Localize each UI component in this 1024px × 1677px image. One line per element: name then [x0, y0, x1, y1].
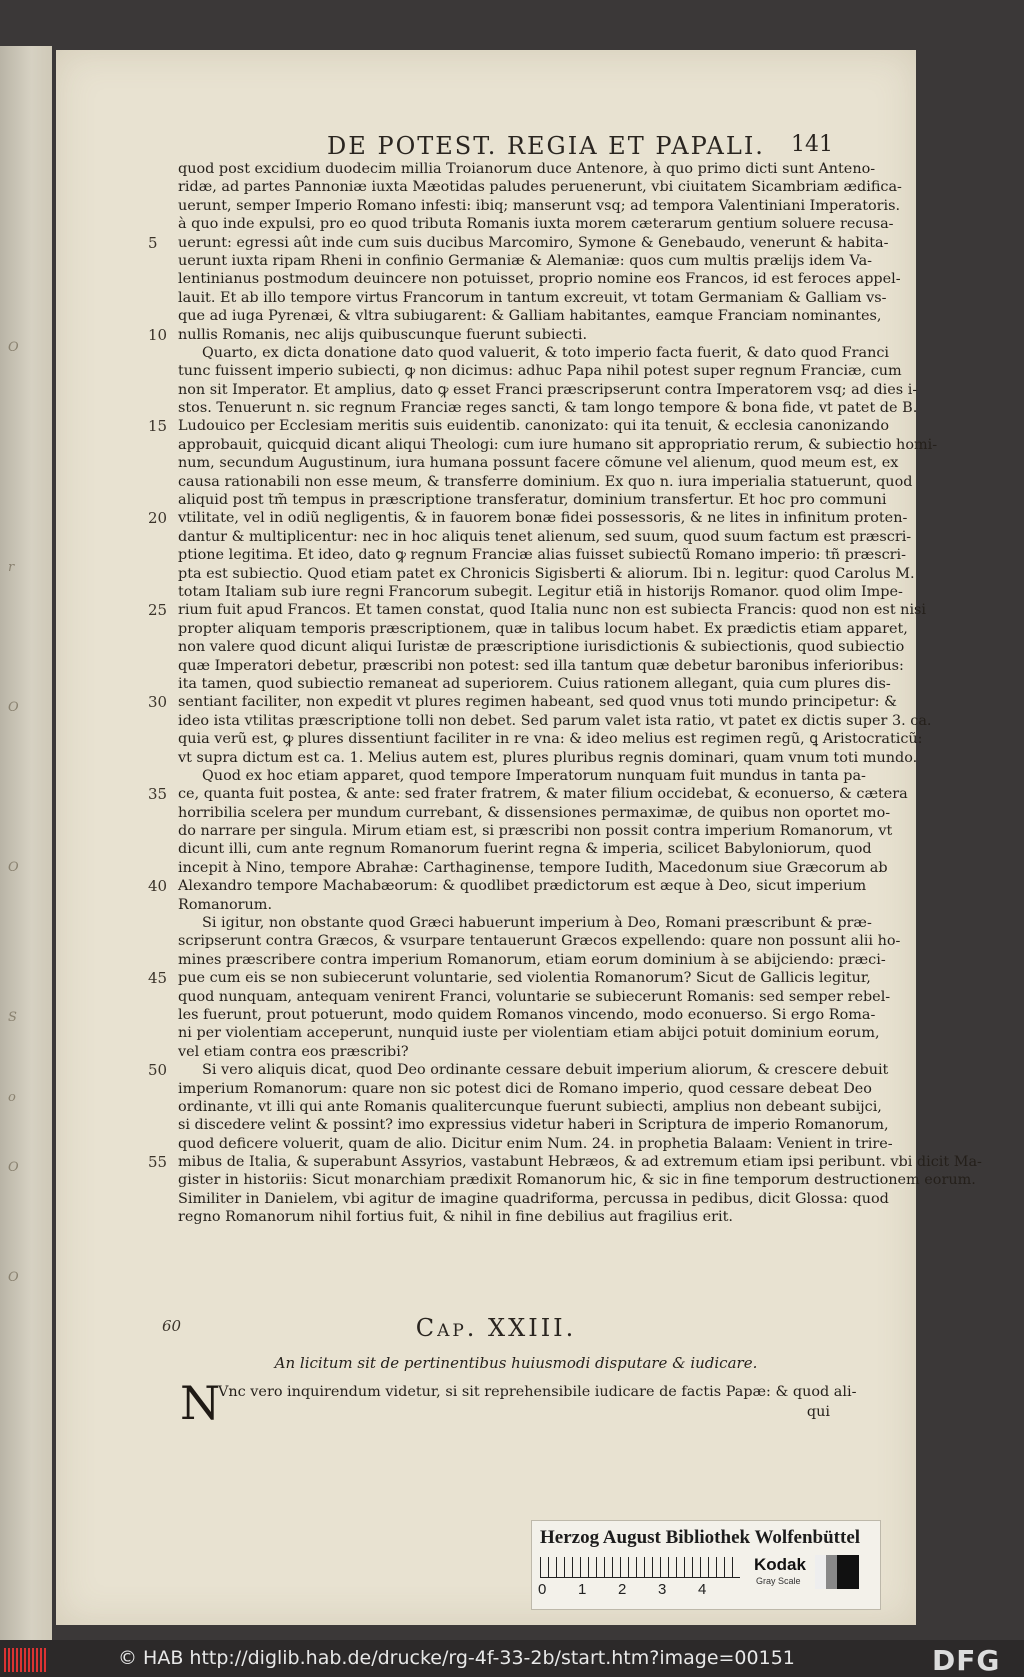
line-text: do narrare per singula. Mirum etiam est, si præscribi non possit contra imperium Romanorum, vt: [178, 823, 893, 840]
line-number: 10: [148, 325, 168, 344]
text-line: [118, 1061, 889, 1080]
line-text: stos. Tenuerunt n. sic regnum Franciæ reges sancti, & tam longo tempore & bona fide, vt patet de B.: [178, 400, 918, 417]
facing-numeral: S: [8, 1010, 17, 1025]
line-text: num, secundum Augustinum, iura humana possunt facere cõmune vel alienum, quod meum est, ex: [178, 455, 899, 472]
line-text: non sit Imperator. Et amplius, dato ꝙ esset Franci præscripserunt contra Imperatorem vsq; ad dies i-: [178, 381, 918, 398]
line-text: Si vero aliquis dicat, quod Deo ordinante cessare debuit imperium aliorum, & crescere debuit: [202, 1062, 889, 1079]
line-text: scripserunt contra Græcos, & vsurpare tentauerunt Græcos expellendo: quare non possunt alii ho-: [178, 933, 901, 950]
text-line: [118, 289, 887, 307]
text-line: [118, 804, 891, 822]
text-line: [118, 877, 867, 896]
line-text: causa rationabili non esse meum, & transferre dominium. Ex quo n. iura imperialia statuerunt, quod: [178, 473, 913, 490]
text-line: [118, 638, 905, 656]
line-text: à quo inde expulsi, pro eo quod tributa Romanis iuxta morem cæterarum gentium soluere recusa-: [178, 216, 894, 233]
drop-cap: N: [180, 1376, 221, 1430]
text-line: [118, 509, 908, 528]
line-text: lauit. Et ab illo tempore virtus Francorum in tantum excreuit, vt totam Germaniam & Galliam vs-: [178, 289, 887, 306]
gray-swatch: [815, 1555, 859, 1589]
facing-numeral: O: [8, 340, 19, 355]
text-line: [118, 1116, 889, 1134]
text-line: [118, 749, 918, 767]
line-number: 45: [148, 969, 168, 988]
line-text: tunc fuissent imperio subiecti, ꝙ non dicimus: adhuc Papa nihil potest super regnum Franciæ, cum: [178, 363, 902, 380]
text-line: [118, 840, 872, 858]
book-page: [56, 50, 982, 1625]
text-line: [118, 362, 902, 380]
line-text: horribilia scelera per mundum currebant, & dissensiones permaximæ, de quibus non oportet mo-: [178, 804, 891, 821]
line-text: ordinante, vt illi qui ante Romanis qualitercunque fuerunt subiecti, amplius non debeant subijci,: [178, 1098, 882, 1115]
kodak-brand: Kodak: [754, 1555, 806, 1574]
facing-numeral: r: [8, 560, 15, 575]
text-line: [118, 657, 904, 675]
line-text: vtilitate, vel in odiũ negligentis, & in fauorem bonæ fidei possessoris, & ne lites in infinitum proten-: [178, 510, 908, 527]
text-line: [118, 859, 888, 877]
ruler-scale: [540, 1557, 740, 1578]
line-text: vel etiam contra eos præscribi?: [178, 1043, 409, 1060]
text-line: [118, 178, 902, 196]
text-line: [118, 620, 908, 638]
line-text: incepit à Nino, tempore Abrahæ: Carthaginense, tempore Iudith, Macedonum siue Græcorum ab: [178, 859, 888, 876]
kodak-title: Herzog August Bibliothek Wolfenbüttel: [540, 1527, 861, 1548]
line-text: nullis Romanis, nec alijs quibuscunque fuerunt subiecti.: [178, 326, 588, 343]
text-line: [118, 1024, 880, 1042]
line-text: approbauit, quicquid dicant aliqui Theologi: cum iure humano sit appropriatio rerum, & subiectio homi-: [178, 436, 938, 453]
text-line: [118, 951, 886, 969]
scale-number: 0: [538, 1581, 547, 1598]
text-line: [118, 252, 873, 270]
text-line: [118, 436, 938, 454]
line-text: aliquid post tm̃ tempus in præscriptione transferatur, dominium transfertur. Et hoc pro communi: [178, 492, 887, 509]
facing-numeral: Ο: [8, 700, 19, 715]
line-number: 35: [148, 785, 168, 804]
text-line: [118, 1098, 882, 1116]
text-line: [118, 601, 927, 620]
text-line: [118, 1135, 893, 1153]
text-line: [118, 528, 912, 546]
text-line: [118, 583, 903, 601]
text-line: [118, 491, 887, 509]
line-text: quæ Imperatori debetur, præscribi non potest: sed illa tantum quæ debetur baronibus inferioribus:: [178, 657, 904, 674]
line-number: 50: [148, 1061, 168, 1080]
line-text: ridæ, ad partes Pannoniæ iuxta Mæotidas paludes peruenerunt, vbi ciuitatem Sicambriam ædifica-: [178, 179, 902, 196]
text-line: [118, 381, 918, 399]
line-text: quia verũ est, ꝙ plures dissentiunt faciliter in re vna: & ideo melius est regimen regũ, ꝗ Aristocraticũ:: [178, 731, 923, 748]
line-text: dicunt illi, cum ante regnum Romanorum fuerint regna & imperia, scilicet Babyloniorum, quod: [178, 841, 872, 858]
line-text: totam Italiam sub iure regni Francorum subegit. Legitur etiã in historijs Romanor. quod olim Impe-: [178, 583, 903, 600]
text-line: [118, 822, 893, 840]
text-line: [118, 1190, 889, 1208]
text-line: [118, 1171, 976, 1189]
line-number: 40: [148, 877, 168, 896]
text-line: [118, 473, 913, 491]
scale-number: 1: [578, 1581, 587, 1598]
line-number: 25: [148, 601, 168, 620]
text-line: [118, 675, 891, 693]
facing-page-edge: [0, 46, 52, 1646]
chapter-body: [180, 1382, 857, 1422]
chapter-first-line: Vnc vero inquirendum videtur, si sit reprehensibile iudicare de factis Papæ: & quod ali-: [218, 1384, 857, 1400]
barcode-icon: [4, 1648, 48, 1672]
line-number: 15: [148, 417, 168, 436]
text-line: [118, 307, 882, 325]
line-text: les fuerunt, prout potuerunt, modo quidem Romanos vincendo, modo econuerso. Si ergo Roma-: [178, 1006, 876, 1023]
line-text: ptione legitima. Et ideo, dato ꝙ regnum Franciæ alias fuisset subiectũ Romano imperio: tñ præscri-: [178, 547, 906, 564]
line-text: vt supra dictum est ca. 1. Melius autem est, plures pluribus regnis dominari, quam vnum toti mundo.: [178, 749, 918, 766]
line-number: 5: [148, 233, 158, 252]
text-block: [118, 160, 982, 1227]
line-text: rium fuit apud Francos. Et tamen constat, quod Italia nunc non est subiecta Francis: quod non est nisi: [178, 602, 927, 619]
line-text: sentiant faciliter, non expedit vt plures regimen habeant, sed quod vnus toti mundo principetur: &: [178, 694, 897, 711]
text-line: [118, 399, 918, 417]
text-line: [118, 932, 901, 950]
line-text: ce, quanta fuit postea, & ante: sed frater fratrem, & mater filium occidebat, & econuerso, & cætera: [178, 786, 908, 803]
text-line: [118, 160, 876, 178]
text-line: [118, 546, 906, 564]
gray-scale-label: Gray Scale: [756, 1576, 801, 1586]
line-number: 55: [148, 1153, 168, 1172]
line-text: regno Romanorum nihil fortius fuit, & nihil in fine debilius aut fragilius erit.: [178, 1209, 733, 1226]
line-text: pta est subiectio. Quod etiam patet ex Chronicis Sigisberti & aliorum. Ibi n. legitur: quod Carolus M.: [178, 565, 915, 582]
line-text: mines præscribere contra imperium Romanorum, etiam eorum dominium à se abijciendo: præci-: [178, 951, 886, 968]
line-text: propter aliquam temporis præscriptionem, quæ in talibus locum habet. Ex prædictis etiam apparet,: [178, 620, 908, 637]
line-text: lentinianus postmodum deuincere non potuisset, proprio nomine eos Francos, id est feroces appel-: [178, 271, 901, 288]
text-line: [118, 693, 897, 712]
line-text: pue cum eis se non subiecerunt voluntarie, sed violentia Romanorum? Sicut de Gallicis legitur,: [178, 970, 871, 987]
text-line: [118, 988, 891, 1006]
facing-numeral: o: [8, 1090, 16, 1105]
line-text: si discedere velint & possint? imo expressius videtur haberi in Scriptura de imperio Romanorum,: [178, 1117, 889, 1134]
text-line: [118, 454, 899, 472]
kodak-color-target: [531, 1520, 881, 1610]
line-text: ideo ista vtilitas præscriptione tolli non debet. Sed parum valet ista ratio, vt patet ex dictis super 3. ca.: [178, 712, 932, 729]
scale-number: 2: [618, 1581, 627, 1598]
line-text: uerunt: egressi aût inde cum suis ducibus Marcomiro, Symone & Genebaudo, venerunt & habita-: [178, 234, 889, 251]
text-line: [118, 914, 872, 932]
line-text: Quod ex hoc etiam apparet, quod tempore Imperatorum nunquam fuit mundus in tanta pa-: [202, 767, 866, 784]
catchword: qui: [806, 1404, 830, 1420]
chapter-heading: Cap. XXIII.: [415, 1314, 577, 1342]
text-line: [118, 1043, 828, 1061]
facing-numeral: O: [8, 860, 19, 875]
scale-number: 3: [658, 1581, 667, 1598]
running-head: DE POTEST. REGIA ET PAPALI.: [327, 132, 765, 160]
line-text: imperium Romanorum: quare non sic potest dici de Romano imperio, quod cessare debeat Deo: [178, 1080, 872, 1097]
line-text: que ad iuga Pyrenæi, & vltra subiugarent: & Galliam habitantes, eamque Franciam nominantes,: [178, 308, 882, 325]
text-line: [118, 1153, 982, 1172]
line-text: gister in historiis: Sicut monarchiam prædixit Romanorum hic, & sic in fine temporum destructionem eorum.: [178, 1172, 976, 1189]
footer-bar: [0, 1640, 1024, 1677]
text-line: [118, 730, 923, 748]
line-text: Si igitur, non obstante quod Græci habuerunt imperium à Deo, Romani præscribunt & præ-: [202, 915, 872, 932]
line-text: Quarto, ex dicta donatione dato quod valuerit, & toto imperio facta fuerit, & dato quod Franci: [202, 344, 889, 361]
facing-numeral: O: [8, 1160, 19, 1175]
text-line: [118, 197, 901, 215]
line-text: ita tamen, quod subiectio remaneat ad superiorem. Cuius rationem allegant, quia cum plures dis-: [178, 675, 891, 692]
text-line: [118, 1006, 876, 1024]
line-text: uerunt iuxta ripam Rheni in confinio Germaniæ & Alemaniæ: quos cum multis prælijs idem Va-: [178, 252, 873, 269]
line-text: Similiter in Danielem, vbi agitur de imagine quadriforma, percussa in pedibus, dicit Glossa: quod: [178, 1190, 889, 1207]
text-line: [118, 896, 828, 914]
line-text: quod nunquam, antequam venirent Franci, voluntarie se subiecerunt Romanis: sed semper rebel-: [178, 988, 891, 1005]
text-line: [118, 712, 932, 730]
folio-number: 141: [791, 132, 833, 157]
line-text: quod deficere voluerit, quam de alio. Dicitur enim Num. 24. in prophetia Balaam: Venient in trire-: [178, 1135, 893, 1152]
text-line: [118, 785, 908, 804]
text-line: [118, 1208, 828, 1226]
text-line: [118, 270, 901, 288]
text-line: [118, 417, 889, 436]
text-line: [118, 344, 889, 362]
text-line: [118, 969, 871, 988]
line-text: Ludouico per Ecclesiam meritis suis euidentib. canonizato: qui ita tenuit, & ecclesia canonizando: [178, 418, 889, 435]
line-text: quod post excidium duodecim millia Troianorum duce Antenore, à quo primo dicti sunt Anteno-: [178, 161, 876, 177]
text-line: [118, 215, 894, 233]
text-line: [118, 767, 866, 785]
line-text: mibus de Italia, & superabunt Assyrios, vastabunt Hebræos, & ad extremum etiam ipsi peribunt. vbi dicit Ma-: [178, 1154, 982, 1171]
scale-number: 4: [698, 1581, 707, 1598]
text-line: [118, 565, 915, 583]
text-line: [118, 1080, 872, 1098]
line-text: uerunt, semper Imperio Romano infesti: ibiq; manserunt vsq; ad tempora Valentiniani Imperatoris.: [178, 197, 901, 214]
text-line: [118, 233, 889, 252]
source-url-link[interactable]: © HAB http://diglib.hab.de/drucke/rg-4f-33-2b/start.htm?image=00151: [118, 1647, 795, 1669]
line-number: 20: [148, 509, 168, 528]
line-number: 60: [162, 1317, 182, 1335]
text-line: [118, 326, 828, 344]
line-number: 30: [148, 693, 168, 712]
chapter-subtitle: An licitum sit de pertinentibus huiusmodi disputare & iudicare.: [274, 1354, 758, 1372]
line-text: Romanorum.: [178, 896, 273, 913]
line-text: Alexandro tempore Machabæorum: & quodlibet prædictorum est æque à Deo, sicut imperium: [178, 878, 867, 895]
line-text: ni per violentiam acceperunt, nunquid iuste per violentiam etiam abijci potuit dominium eorum,: [178, 1025, 880, 1042]
line-text: dantur & multiplicentur: nec in hoc aliquis tenet alienum, sed suum, quod suum factum est præscri-: [178, 528, 912, 545]
facing-numeral: O: [8, 1270, 19, 1285]
line-text: non valere quod dicunt aliqui Iuristæ de præscriptione iurisdictionis & subiectionis, quod subiectio: [178, 639, 905, 656]
dfg-logo: DFG: [932, 1644, 1001, 1677]
